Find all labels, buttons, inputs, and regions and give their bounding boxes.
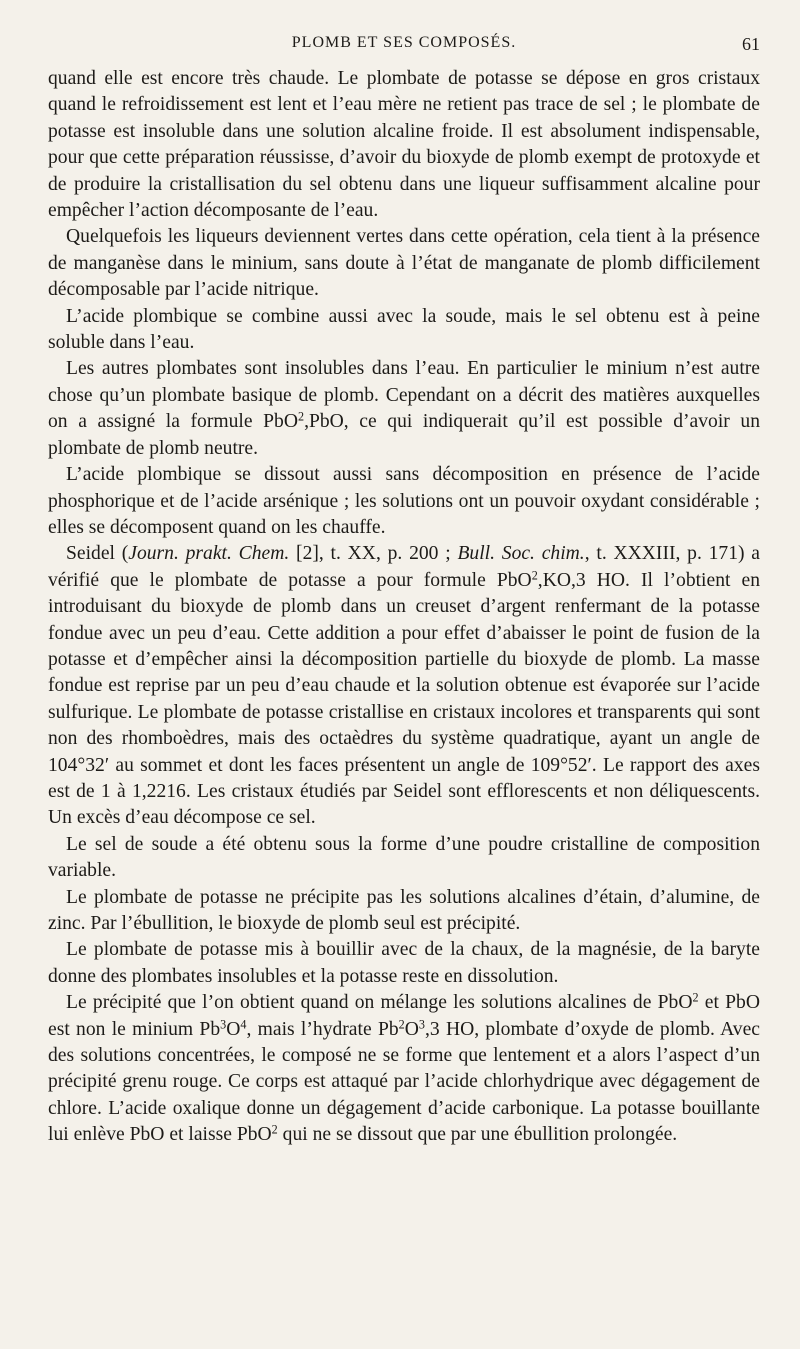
paragraph: Les autres plombates sont insolubles dans l’eau. En particulier le minium n’est autre chose qu’un plombate basique de plomb. Cependant on a décrit des matières auxquelles on a assigné la formule PbO$^2$,PbO, ce qui indiquerait qu’il est possible d’avoir un plombate de plomb neutre. xyxy=(48,358,760,459)
paragraph: Le sel de soude a été obtenu sous la forme d’une poudre cristalline de composition variable. xyxy=(48,833,760,882)
running-head xyxy=(48,34,760,60)
paragraph: Le plombate de potasse ne précipite pas les solutions alcalines d’étain, d’alumine, de zinc. Par l’ébullition, le bioxyde de plomb seul est précipité. xyxy=(48,886,760,934)
paragraph: Le précipité que l’on obtient quand on mélange les solutions alcalines de PbO$^2$ et PbO est non le minium $Pb^3O^4$, mais l’hydrate $Pb^2O^3,3$ HO, plombate d’oxyde de plomb. Avec des solutions concentrées, le composé ne se forme que lentement et a alors l’aspect d’un précipité grenu rouge. Ce corps est attaqué par l’acide chlorhydrique avec dégagement de chlore. L’acide oxalique donne un dégagement d’acide carbonique. La potasse bouillante lui enlève PbO et laisse PbO$^2$ qui ne se dissout que par une ébullition prolongée. xyxy=(48,990,761,1146)
paragraph: L’acide plombique se combine aussi avec la soude, mais le sel obtenu est à peine soluble dans l’eau. xyxy=(48,305,760,354)
paragraph: Le plombate de potasse mis à bouillir avec de la chaux, de la magnésie, de la baryte donne des plombates insolubles et la potasse reste en dissolution. xyxy=(48,939,760,987)
page-number: 61 xyxy=(742,34,760,54)
running-title: PLOMB ET SES COMPOSÉS. xyxy=(291,34,517,51)
paragraph: Seidel (Journ. prakt. Chem. [2], t. XX, p. 200 ; Bull. Soc. chim., t. XXXIII, p. 171) a vérifié que le plombate de potasse a pour formule PbO$^2$,KO,3 HO. Il l’obtient en introduisant du bioxyde de plomb dans un creuset d’argent renfermant de la potasse fondue avec un peu d’eau. Cette addition a pour effet d’abaisser le point de fusion de la potasse et d’empêcher ainsi la décomposition partielle du bioxyde de plomb. La masse fondue est reprise par un peu d’eau chaude et la solution obtenue est évaporée sur l’acide sulfurique. Le plombate de potasse cristallise en cristaux incolores et transparents qui sont non des rhomboèdres, mais des octaèdres du système quadratique, ayant un angle de 104°32′ au sommet et dont les faces présentent un angle de 109°52′. Le rapport des axes est de 1 à 1,2216. Les cristaux étudiés par Seidel sont efflorescents et non déliquescents. Un excès d’eau décompose ce sel. xyxy=(48,543,761,829)
paragraph: L’acide plombique se dissout aussi sans décomposition en présence de l’acide phosphorique et de l’acide arsénique ; les solutions ont un pouvoir oxydant considérable ; elles se décomposent quand on les chauffe. xyxy=(48,464,760,538)
text-body xyxy=(48,66,760,1149)
paragraph: Quelquefois les liqueurs deviennent vertes dans cette opération, cela tient à la présence de manganèse dans le minium, sans doute à l’état de manganate de plomb difficilement décomposable par l’acide nitrique. xyxy=(48,226,760,301)
paragraph: quand elle est encore très chaude. Le plombate de potasse se dépose en gros cristaux quand le refroidissement est lent et l’eau mère ne retient pas trace de sel ; le plombate de potasse est insoluble dans une solution alcaline froide. Il est absolument indispensable, pour que cette préparation réussisse, d’avoir du bioxyde de plomb exempt de protoxyde et de produire la cristallisation du sel obtenu dans une liqueur suffisamment alcaline pour empêcher l’action décomposante de l’eau. xyxy=(48,68,760,222)
